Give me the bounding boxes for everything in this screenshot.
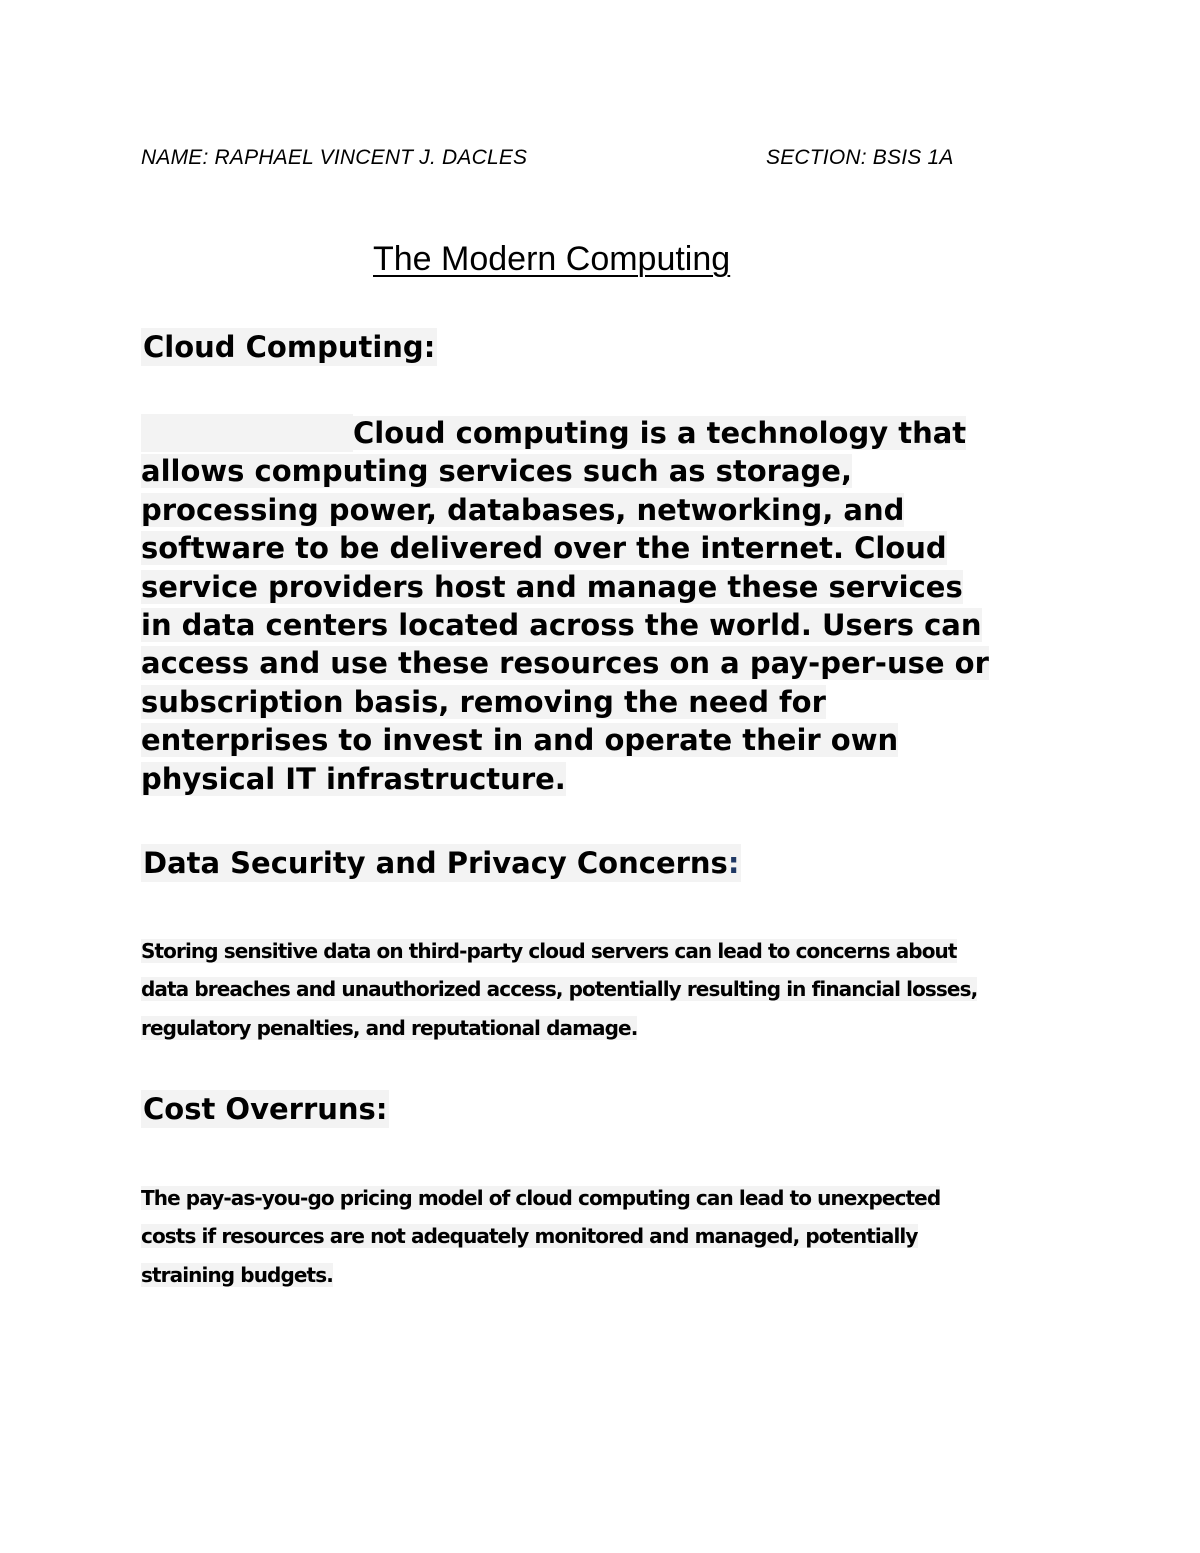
paragraph-line [141,760,1071,798]
paragraph-line [141,683,1071,721]
heading-cloud-computing [141,328,437,366]
paragraph-line [141,606,1071,644]
document-title: The Modern Computing [373,240,731,278]
paragraph-line [141,1009,1061,1047]
data-security-paragraph [141,932,1061,1047]
paragraph-line-text: physical IT infrastructure. [141,761,566,796]
heading-cloud-computing-colon: : [423,330,436,364]
paragraph-line [141,932,1061,970]
paragraph-line [141,491,1071,529]
paragraph-line-text: data breaches and unauthorized access, potentially resulting in financial losses, [141,977,978,1002]
student-name: NAME: RAPHAEL VINCENT J. DACLES [141,146,528,169]
paragraph-line-text: allows computing services such as storage, [141,454,852,489]
heading-cost-overruns-text: Cost Overruns [143,1092,376,1126]
paragraph-line-text: costs if resources are not adequately monitored and managed, potentially [141,1224,918,1249]
heading-data-security-text: Data Security and Privacy Concerns [143,846,728,880]
paragraph-line-text: in data centers located across the world. Users can [141,608,982,643]
paragraph-line [141,529,1071,567]
paragraph-line [141,1256,1061,1294]
paragraph-indent [141,414,353,452]
heading-cloud-computing-text: Cloud Computing [143,330,424,364]
cloud-computing-paragraph [141,414,1071,798]
paragraph-line [141,721,1071,759]
paragraph-line [141,568,1071,606]
paragraph-line-text: Storing sensitive data on third-party cloud servers can lead to concerns about [141,939,957,963]
paragraph-line-text: access and use these resources on a pay-per-use or [141,646,989,681]
heading-cost-overruns-colon: : [375,1092,388,1126]
heading-data-security [141,844,741,882]
paragraph-line-text: service providers host and manage these services [141,569,963,604]
paragraph-line [141,414,1071,452]
paragraph-line-text: enterprises to invest in and operate their own [141,723,899,758]
heading-data-security-colon: : [727,846,740,880]
paragraph-line-text: The pay-as-you-go pricing model of cloud computing can lead to unexpected [141,1186,941,1210]
paragraph-line [141,1217,1061,1255]
paragraph-line-text: regulatory penalties, and reputational damage. [141,1015,638,1040]
paragraph-line-text: software to be delivered over the internet. Cloud [141,531,947,566]
paragraph-line [141,644,1071,682]
paragraph-line-text: processing power, databases, networking, and [141,492,905,527]
paragraph-line [141,452,1071,490]
student-section: SECTION: BSIS 1A [766,146,954,169]
paragraph-line-text: Cloud computing is a technology that [353,416,967,450]
cost-overruns-paragraph [141,1179,1061,1294]
paragraph-line [141,970,1061,1008]
paragraph-line-text: subscription basis, removing the need for [141,684,826,719]
paragraph-line [141,1179,1061,1217]
heading-cost-overruns [141,1090,389,1128]
paragraph-line-text: straining budgets. [141,1262,333,1287]
